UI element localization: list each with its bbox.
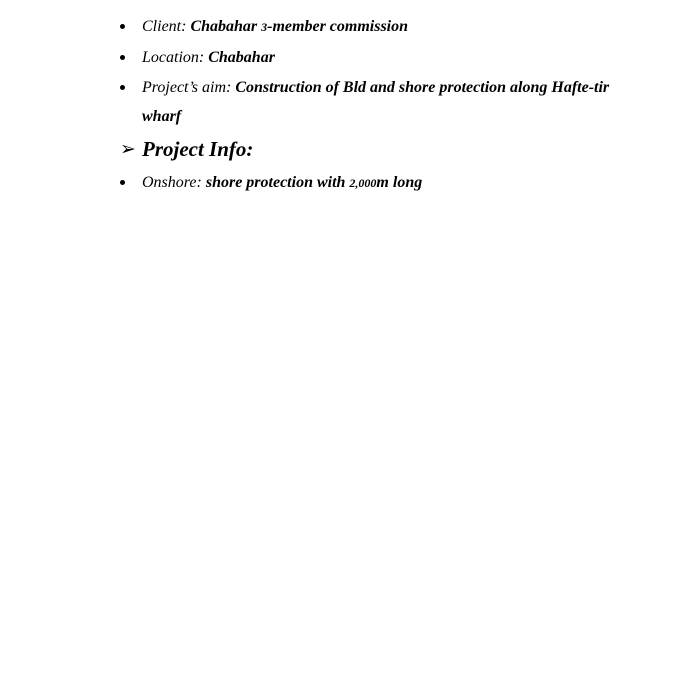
client-value-part2: -member commission [267, 18, 409, 35]
client-value-number: 3 [261, 20, 268, 34]
project-info-heading-text: Project Info: [142, 137, 254, 161]
onshore-value-part1: shore protection with [205, 174, 350, 191]
onshore-value-part2: m long [376, 174, 423, 191]
onshore-item [120, 168, 640, 198]
location-item [120, 43, 640, 72]
bullet-icon [120, 55, 125, 60]
location-value: Chabahar [208, 49, 275, 66]
project-aim-value: Construction of Bld and shore protection along Hafte-tir wharf [142, 79, 610, 125]
client-value-part1: Chabahar [190, 18, 262, 35]
client-label: Client: [142, 18, 191, 35]
project-details [120, 12, 640, 199]
project-aim-item [120, 73, 640, 131]
project-info-heading [120, 134, 640, 164]
location-label: Location: [142, 49, 209, 66]
bullet-icon [120, 85, 125, 90]
bullet-icon [120, 24, 125, 29]
onshore-label: Onshore: [142, 174, 206, 191]
client-item [120, 12, 640, 42]
arrow-bullet-icon: ➢ [120, 138, 136, 160]
bullet-icon [120, 180, 125, 185]
onshore-value-number: 2,000 [349, 176, 377, 190]
project-aim-label: Project’s aim: [142, 79, 236, 96]
